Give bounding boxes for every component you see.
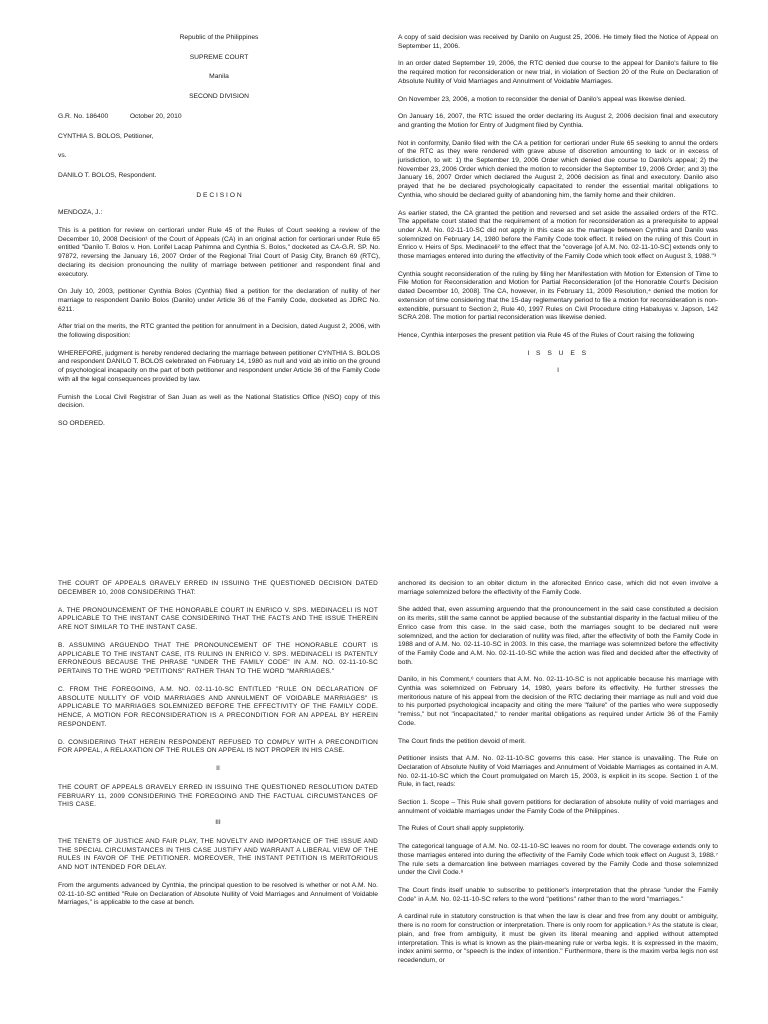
quoted-disposition: WHEREFORE, judgment is hereby rendered declaring the marriage between petitioner CYNTHIA S. BOLOS and respondent DANILO T. BOLOS celebrated on February 14, 1980 as null and void ab initio on the ground of psychological incapacity on the part of both petitioner and respondent under Article 36 of the Family Code with all the legal consequences provided by law.	[58, 349, 380, 383]
issue-block-3: THE TENETS OF JUSTICE AND FAIR PLAY, THE NOVELTY AND IMPORTANCE OF THE ISSUE AND THE SPECIAL CIRCUMSTANCES IN THIS CASE JUSTIFY AND WARRANT A LIBERAL VIEW OF THE RULES IN FAVOR OF THE PETITIONER. MOREOVER, THE INSTANT PETITION IS MERITORIOUS AND NOT INTENDED FOR DELAY.	[58, 837, 378, 872]
page2-left-column	[58, 580, 378, 917]
paragraph: Danilo, in his Comment,⁶ counters that A.M. No. 02-11-10-SC is not applicable because his marriage with Cynthia was solemnized on February 14, 1980, years before its effectivity. He further stresses the meritorious nature of his appeal from the decision of the RTC declaring their marriage as null and void due to his purported psychological incapacity and citing the mere "failure" of the parties who were supposedly "remiss," but not "incapacitated," to render marital obligations as required under Article 36 of the Family Code.	[398, 676, 718, 727]
issue-block-1: THE COURT OF APPEALS GRAVELY ERRED IN ISSUING THE QUESTIONED DECISION DATED DECEMBER 10, 2008 CONSIDERING THAT:	[58, 580, 378, 596]
paragraph: On January 16, 2007, the RTC issued the order declaring its August 2, 2006 decision final and executory and granting the Motion for Entry of Judgment filed by Cynthia.	[398, 113, 718, 129]
page2-right-column	[398, 580, 718, 975]
paragraph: Not in conformity, Danilo filed with the CA a petition for certiorari under Rule 65 seeking to annul the orders of the RTC as they were rendered with grave abuse of discretion amounting to lack or in excess of jurisdiction, to wit: 1) the September 19, 2006 Order which denied due course to Danilo's appeal; 2) the November 23, 2006 Order which denied the motion to reconsider the September 19, 2006 Order; and 3) the January 16, 2007 Order which declared the August 2, 2006 decision as final and executory. Danilo also prayed that he be declared psychologically capacitated to render the essential marital obligations to Cynthia, who should be declared guilty of abandoning him, the family home and their children.	[398, 139, 718, 199]
paragraph: A copy of said decision was received by Danilo on August 25, 2006. He timely filed the Notice of Appeal on September 11, 2006.	[398, 34, 718, 50]
paragraph: The categorical language of A.M. No. 02-11-10-SC leaves no room for doubt. The coverage extends only to those marriages entered into during the effectivity of the Family Code which took effect on August 3, 1988.⁷ The rule sets a demarcation line between marriages covered by the Family Code and those solemnized under the Civil Code.⁸	[398, 843, 718, 877]
ponente: MENDOZA, J.:	[58, 209, 103, 217]
paragraph: After trial on the merits, the RTC granted the petition for annulment in a Decision, dated August 2, 2006, with the following disposition:	[58, 323, 380, 340]
paragraph: The Rules of Court shall apply suppletorily.	[398, 825, 525, 833]
paragraph: The Court finds the petition devoid of merit.	[398, 737, 526, 745]
header-division: SECOND DIVISION	[189, 93, 249, 101]
paragraph: This is a petition for review on certiorari under Rule 45 of the Rules of Court seeking a review of the December 10, 2008 Decision¹ of the Court of Appeals (CA) in an original action for certiorari under Rule 65 entitled "Danilo T. Bolos v. Hon. Lorifel Lacap Pahimna and Cynthia S. Bolos," docketed as CA-G.R. SP. No. 97872, reversing the January 16, 2007 Order of the Regional Trial Court of Pasig City, Branch 69 (RTC), declaring its decision pronouncing the nullity of marriage between petitioner and respondent final and executory.	[58, 227, 380, 278]
header-republic: Republic of the Philippines	[179, 34, 259, 41]
paragraph: She added that, even assuming arguendo that the pronouncement in the said case constituted a decision on its merits, still the same cannot be applied because of the substantial disparity in the factual milieu of the Enrico case from this case. In the said case, both the marriages sought to be declared null were solemnized, and the action for declaration of nullity was filed, after the effectivity of both the Family Code in 1988 and of A.M. No. 02-11-10-SC in 2003. In this case, the marriage was solemnized before the effectivity of the Family Code and A.M. No. 02-11-10-SC while the action was filed and decided after the effectivity of both.	[398, 606, 718, 666]
page1-right-column	[398, 34, 718, 385]
quoted-rule: Section 1. Scope – This Rule shall govern petitions for declaration of absolute nullity of void marriages and annulment of voidable marriages under the Family Code of the Philippines.	[398, 799, 718, 815]
versus-line: vs.	[58, 152, 67, 160]
issue-block-2: THE COURT OF APPEALS GRAVELY ERRED IN ISSUING THE QUESTIONED RESOLUTION DATED FEBRUARY 11, 2009 CONSIDERING THE FOREGOING AND THE FACTUAL CIRCUMSTANCES OF THIS CASE.	[58, 783, 378, 809]
paragraph: In an order dated September 19, 2006, the RTC denied due course to the appeal for Danilo's failure to file the required motion for reconsideration or new trial, in violation of Section 20 of the Rule on Declaration of Absolute Nullity of Void Marriages and Annulment of Voidable Marriages.	[398, 60, 718, 85]
case-date: October 20, 2010	[129, 112, 182, 120]
issues-heading: I S S U E S	[527, 349, 589, 357]
issue-item-b: B. ASSUMING ARGUENDO THAT THE PRONOUNCEMENT OF THE HONORABLE COURT IS APPLICABLE TO THE INSTANT CASE, ITS RULING IN ENRICO V. SPS. MEDINACELI IS PATENTLY ERRONEOUS BECAUSE THE PHRASE "UNDER THE FAMILY CODE" IN A.M. NO. 02-11-10-SC PERTAINS TO THE WORD "PETITIONS" RATHER THAN TO THE WORD "MARRIAGES."	[58, 641, 378, 676]
decision-heading: D E C I S I O N	[196, 191, 242, 199]
gr-number: G.R. No. 186400	[58, 112, 109, 120]
paragraph: Petitioner insists that A.M. No. 02-11-10-SC governs this case. Her stance is unavailing. The Rule on Declaration of Absolute Nullity of Void Marriages and Annulment of Voidable Marriages as contained in A.M. No. 02-11-10-SC which the Court promulgated on March 15, 2003, is explicit in its scope. Section 1 of the Rule, in fact, reads:	[398, 755, 718, 789]
paragraph: The Court finds itself unable to subscribe to petitioner's interpretation that the phrase "under the Family Code" in A.M. No. 02-11-10-SC refers to the word "petitions" rather than to the word "marriages."	[398, 886, 718, 903]
paragraph: On November 23, 2006, a motion to reconsider the denial of Danilo's appeal was likewise denied.	[398, 95, 686, 103]
quoted-disposition: Furnish the Local Civil Registrar of San Juan as well as the National Statistics Office (NSO) copy of this decision.	[58, 393, 380, 410]
paragraph: A cardinal rule in statutory construction is that when the law is clear and free from any doubt or ambiguity, there is no room for construction or interpretation. There is only room for application.⁹ As the statute is clear, plain, and free from ambiguity, it must be given its literal meaning and applied without attempted interpretation. This is what is known as the plain-meaning rule or verba legis. It is expressed in the maxim, index animi sermo, or "speech is the index of intention." Furthermore, there is the maxim verba legis non est recedendum, or	[398, 913, 718, 964]
so-ordered: SO ORDERED.	[58, 419, 105, 427]
issue-numeral-1: I	[557, 367, 559, 375]
paragraph: From the arguments advanced by Cynthia, the principal question to be resolved is whether or not A.M. No. 02-11-10-SC entitled "Rule on Declaration of Absolute Nullity of Void Marriages and Annulment of Voidable Marriages," is applicable to the case at bench.	[58, 882, 378, 907]
document-page-2	[0, 560, 768, 1024]
issue-item-c: C. FROM THE FOREGOING, A.M. NO. 02-11-10-SC ENTITLED "RULE ON DECLARATION OF ABSOLUTE NULLITY OF VOID MARRIAGES AND ANNULMENT OF VOIDABLE MARRIAGES" IS APPLICABLE TO MARRIAGES SOLEMNIZED BEFORE THE EFFECTIVITY OF THE FAMILY CODE. HENCE, A MOTION FOR RECONSIDERATION IS A PRECONDITION FOR AN APPEAL BY HEREIN RESPONDENT.	[58, 685, 378, 728]
issue-numeral-3: III	[215, 819, 221, 827]
paragraph: As earlier stated, the CA granted the petition and reversed and set aside the assailed orders of the RTC. The appellate court stated that the requirement of a motion for reconsideration as a prerequisite to appeal under A.M. No. 02-11-10-SC did not apply in this case as the marriage between Cynthia and Danilo was solemnized on February 14, 1980 before the Family Code took effect. It relied on the ruling of this Court in Enrico v. Heirs of Sps. Medinaceli² to the effect that the "coverage [of A.M. No. 02-11-10-SC] extends only to those marriages entered into during the effectivity of the Family Code which took effect on August 3, 1988."³	[398, 209, 718, 261]
respondent-line: DANILO T. BOLOS, Respondent.	[58, 171, 157, 179]
page1-left-column	[58, 34, 380, 438]
paragraph: Hence, Cynthia interposes the present petition via Rule 45 of the Rules of Court raising the following	[398, 331, 695, 339]
paragraph: Cynthia sought reconsideration of the ruling by filing her Manifestation with Motion for Extension of Time to File Motion for Reconsideration and Motion for Partial Reconsideration [of the Honorable Court's Decision dated December 10, 2008]. The CA, however, in its February 11, 2009 Resolution,⁴ denied the motion for extension of time considering that the 15-day reglementary period to file a motion for reconsideration is non-extendible, pursuant to Section 2, Rule 40, 1997 Rules on Civil Procedure citing Habaluyas v. Japson, 142 SCRA 208. The motion for partial reconsideration was likewise denied.	[398, 270, 718, 322]
header-manila: Manila	[209, 73, 229, 81]
paragraph: anchored its decision to an obiter dictum in the aforecited Enrico case, which did not even involve a marriage solemnized before the effectivity of the Family Code.	[398, 580, 718, 596]
header-supreme-court: SUPREME COURT	[189, 53, 249, 61]
issue-item-a: A. THE PRONOUNCEMENT OF THE HONORABLE COURT IN ENRICO V. SPS. MEDINACELI IS NOT APPLICABLE TO THE INSTANT CASE CONSIDERING THAT THE FACTS AND THE ISSUE THEREIN ARE NOT SIMILAR TO THE INSTANT CASE.	[58, 606, 378, 632]
issue-item-d: D. CONSIDERING THAT HEREIN RESPONDENT REFUSED TO COMPLY WITH A PRECONDITION FOR APPEAL, A RELAXATION OF THE RULES ON APPEAL IS NOT PROPER IN HIS CASE.	[58, 738, 378, 755]
paragraph: On July 10, 2003, petitioner Cynthia Bolos (Cynthia) filed a petition for the declaration of nullity of her marriage to respondent Danilo Bolos (Danilo) under Article 36 of the Family Code, docketed as JDRC No. 6211.	[58, 288, 380, 313]
petitioner-line: CYNTHIA S. BOLOS, Petitioner,	[58, 132, 154, 140]
case-number-line	[58, 113, 380, 122]
issue-numeral-2: II	[216, 765, 220, 773]
